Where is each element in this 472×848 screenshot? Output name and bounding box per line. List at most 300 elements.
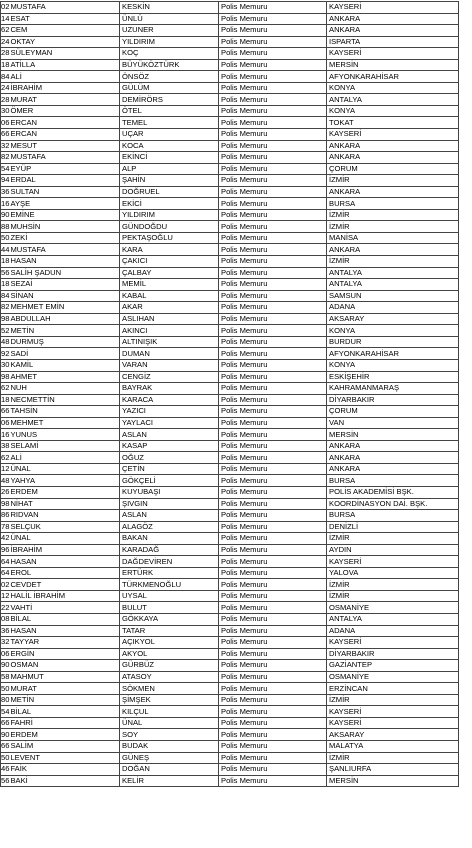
name-cell	[1, 637, 120, 649]
table-row	[1, 267, 459, 279]
title-cell: Polis Memuru	[219, 117, 327, 129]
table-row	[1, 25, 459, 37]
city-cell: DENİZLİ	[327, 521, 459, 533]
surname-cell: ÜNAL	[120, 717, 219, 729]
name-cell	[1, 579, 120, 591]
first-name: TAHSİN	[10, 406, 38, 416]
surname-cell: BAYRAK	[120, 383, 219, 395]
table-row	[1, 221, 459, 233]
first-name: BİLAL	[10, 706, 32, 716]
table-row	[1, 706, 459, 718]
record-number: 48	[1, 337, 10, 347]
first-name: İBRAHİM	[10, 544, 43, 554]
table-row	[1, 752, 459, 764]
name-cell	[1, 25, 120, 37]
name-cell	[1, 706, 120, 718]
table-row	[1, 406, 459, 418]
title-cell: Polis Memuru	[219, 671, 327, 683]
city-cell: İZMİR	[327, 221, 459, 233]
title-cell: Polis Memuru	[219, 71, 327, 83]
title-cell: Polis Memuru	[219, 2, 327, 14]
city-cell: MALATYA	[327, 741, 459, 753]
record-number: 98	[1, 371, 10, 381]
city-cell: KAYSERİ	[327, 2, 459, 14]
city-cell: KAYSERİ	[327, 48, 459, 60]
first-name: ÜNAL	[10, 533, 31, 543]
city-cell: DİYARBAKIR	[327, 648, 459, 660]
name-cell	[1, 48, 120, 60]
first-name: MAHMUT	[10, 671, 44, 681]
surname-cell: EKİNCİ	[120, 152, 219, 164]
surname-cell: KARACA	[120, 394, 219, 406]
surname-cell: ÜNLÜ	[120, 13, 219, 25]
record-number: 84	[1, 290, 10, 300]
title-cell: Polis Memuru	[219, 775, 327, 787]
record-number: 26	[1, 487, 10, 497]
first-name: SULTAN	[10, 187, 40, 197]
surname-cell: GÜNDOĞDU	[120, 221, 219, 233]
first-name: ERCAN	[10, 129, 38, 139]
surname-cell: GÜRBÜZ	[120, 660, 219, 672]
record-number: 90	[1, 660, 10, 670]
title-cell: Polis Memuru	[219, 406, 327, 418]
first-name: SELÇUK	[10, 521, 41, 531]
record-number: 64	[1, 556, 10, 566]
table-row	[1, 2, 459, 14]
city-cell: ANKARA	[327, 244, 459, 256]
record-number: 06	[1, 648, 10, 658]
first-name: YAHYA	[10, 475, 36, 485]
title-cell: Polis Memuru	[219, 371, 327, 383]
title-cell: Polis Memuru	[219, 729, 327, 741]
city-cell: ÇORUM	[327, 163, 459, 175]
title-cell: Polis Memuru	[219, 221, 327, 233]
city-cell: MERSİN	[327, 429, 459, 441]
record-number: 98	[1, 314, 10, 324]
name-cell	[1, 232, 120, 244]
surname-cell: DEMİRÖRS	[120, 94, 219, 106]
city-cell: AKSARAY	[327, 313, 459, 325]
table-row	[1, 48, 459, 60]
first-name: METİN	[10, 695, 35, 705]
table-row	[1, 452, 459, 464]
name-cell	[1, 105, 120, 117]
city-cell: ANTALYA	[327, 279, 459, 291]
city-cell: ANKARA	[327, 463, 459, 475]
record-number: 12	[1, 591, 10, 601]
title-cell: Polis Memuru	[219, 452, 327, 464]
title-cell: Polis Memuru	[219, 394, 327, 406]
name-cell	[1, 13, 120, 25]
name-cell	[1, 452, 120, 464]
title-cell: Polis Memuru	[219, 256, 327, 268]
name-cell	[1, 440, 120, 452]
city-cell: BURSA	[327, 198, 459, 210]
city-cell: İZMİR	[327, 579, 459, 591]
surname-cell: KUYUBAŞI	[120, 486, 219, 498]
surname-cell: VARAN	[120, 359, 219, 371]
name-cell	[1, 82, 120, 94]
name-cell	[1, 371, 120, 383]
title-cell: Polis Memuru	[219, 232, 327, 244]
city-cell: MANİSA	[327, 232, 459, 244]
table-row	[1, 764, 459, 776]
surname-cell: KOCA	[120, 140, 219, 152]
record-number: 16	[1, 198, 10, 208]
table-row	[1, 671, 459, 683]
first-name: HASAN	[10, 256, 37, 266]
record-number: 56	[1, 267, 10, 277]
surname-cell: GÜLÜM	[120, 82, 219, 94]
title-cell: Polis Memuru	[219, 533, 327, 545]
record-number: 82	[1, 152, 10, 162]
title-cell: Polis Memuru	[219, 175, 327, 187]
first-name: MUSTAFA	[10, 244, 46, 254]
title-cell: Polis Memuru	[219, 486, 327, 498]
surname-cell: ASLAN	[120, 429, 219, 441]
city-cell: ANKARA	[327, 25, 459, 37]
surname-cell: ÇETİN	[120, 463, 219, 475]
surname-cell: OĞUZ	[120, 452, 219, 464]
surname-cell: AKAR	[120, 302, 219, 314]
record-number: 84	[1, 71, 10, 81]
record-number: 78	[1, 521, 10, 531]
first-name: MURAT	[10, 94, 37, 104]
surname-cell: ÇAKICI	[120, 256, 219, 268]
city-cell: BURDUR	[327, 336, 459, 348]
title-cell: Polis Memuru	[219, 186, 327, 198]
city-cell: ADANA	[327, 302, 459, 314]
city-cell: ISPARTA	[327, 36, 459, 48]
first-name: ÖMER	[10, 106, 34, 116]
surname-cell: YILDIRIM	[120, 36, 219, 48]
name-cell	[1, 244, 120, 256]
surname-cell: AKINCI	[120, 325, 219, 337]
city-cell: OSMANİYE	[327, 671, 459, 683]
first-name: SEZAİ	[10, 279, 33, 289]
surname-cell: ERTÜRK	[120, 567, 219, 579]
first-name: MUSTAFA	[10, 152, 46, 162]
name-cell	[1, 671, 120, 683]
title-cell: Polis Memuru	[219, 590, 327, 602]
city-cell: ERZİNCAN	[327, 683, 459, 695]
surname-cell: DUMAN	[120, 348, 219, 360]
city-cell: KAYSERİ	[327, 717, 459, 729]
first-name: DURMUŞ	[10, 337, 44, 347]
first-name: ERDEM	[10, 729, 38, 739]
record-number: 08	[1, 614, 10, 624]
table-row	[1, 163, 459, 175]
surname-cell: BÜYÜKÖZTÜRK	[120, 59, 219, 71]
record-number: 52	[1, 325, 10, 335]
table-row	[1, 325, 459, 337]
title-cell: Polis Memuru	[219, 94, 327, 106]
record-number: 90	[1, 210, 10, 220]
table-row	[1, 336, 459, 348]
city-cell: ÇORUM	[327, 406, 459, 418]
name-cell	[1, 475, 120, 487]
record-number: 42	[1, 533, 10, 543]
surname-cell: MEMİL	[120, 279, 219, 291]
table-row	[1, 741, 459, 753]
surname-cell: PEKTAŞOĞLU	[120, 232, 219, 244]
title-cell: Polis Memuru	[219, 267, 327, 279]
first-name: VAHTİ	[10, 602, 33, 612]
first-name: HALİL İBRAHİM	[10, 591, 66, 601]
surname-cell: YAZICI	[120, 406, 219, 418]
surname-cell: BUDAK	[120, 741, 219, 753]
first-name: OSMAN	[10, 660, 39, 670]
title-cell: Polis Memuru	[219, 602, 327, 614]
name-cell	[1, 429, 120, 441]
city-cell: ANKARA	[327, 13, 459, 25]
table-row	[1, 198, 459, 210]
surname-cell: ŞAHİN	[120, 175, 219, 187]
title-cell: Polis Memuru	[219, 13, 327, 25]
name-cell	[1, 556, 120, 568]
table-row	[1, 602, 459, 614]
name-cell	[1, 394, 120, 406]
city-cell: OSMANİYE	[327, 602, 459, 614]
first-name: HASAN	[10, 625, 37, 635]
city-cell: KOORDİNASYON DAİ. BŞK.	[327, 498, 459, 510]
title-cell: Polis Memuru	[219, 660, 327, 672]
first-name: ALİ	[10, 452, 22, 462]
table-row	[1, 590, 459, 602]
record-number: 66	[1, 718, 10, 728]
surname-cell: DOĞAN	[120, 764, 219, 776]
name-cell	[1, 290, 120, 302]
title-cell: Polis Memuru	[219, 613, 327, 625]
city-cell: İZMİR	[327, 694, 459, 706]
name-cell	[1, 510, 120, 522]
surname-cell: KOÇ	[120, 48, 219, 60]
city-cell: KAYSERİ	[327, 556, 459, 568]
table-row	[1, 244, 459, 256]
name-cell	[1, 590, 120, 602]
surname-cell: ASLIHAN	[120, 313, 219, 325]
title-cell: Polis Memuru	[219, 290, 327, 302]
table-row	[1, 556, 459, 568]
table-row	[1, 82, 459, 94]
record-number: 50	[1, 233, 10, 243]
table-row	[1, 648, 459, 660]
surname-cell: ÖNSÖZ	[120, 71, 219, 83]
surname-cell: ŞIVGIN	[120, 498, 219, 510]
table-row	[1, 209, 459, 221]
name-cell	[1, 256, 120, 268]
first-name: EROL	[10, 568, 32, 578]
name-cell	[1, 175, 120, 187]
title-cell: Polis Memuru	[219, 82, 327, 94]
title-cell: Polis Memuru	[219, 279, 327, 291]
city-cell: ADANA	[327, 625, 459, 637]
surname-cell: KARA	[120, 244, 219, 256]
city-cell: ANTALYA	[327, 94, 459, 106]
first-name: METİN	[10, 325, 35, 335]
city-cell: İZMİR	[327, 533, 459, 545]
first-name: MEHMET	[10, 417, 44, 427]
name-cell	[1, 302, 120, 314]
title-cell: Polis Memuru	[219, 325, 327, 337]
table-row	[1, 348, 459, 360]
table-row	[1, 140, 459, 152]
name-cell	[1, 417, 120, 429]
record-number: 66	[1, 129, 10, 139]
table-row	[1, 579, 459, 591]
record-number: 12	[1, 464, 10, 474]
title-cell: Polis Memuru	[219, 152, 327, 164]
title-cell: Polis Memuru	[219, 129, 327, 141]
table-row	[1, 510, 459, 522]
name-cell	[1, 2, 120, 14]
name-cell	[1, 198, 120, 210]
surname-cell: ÇALBAY	[120, 267, 219, 279]
first-name: ERCAN	[10, 117, 38, 127]
city-cell: KONYA	[327, 359, 459, 371]
surname-cell: ASLAN	[120, 510, 219, 522]
table-row	[1, 440, 459, 452]
record-number: 14	[1, 13, 10, 23]
name-cell	[1, 348, 120, 360]
table-row	[1, 256, 459, 268]
name-cell	[1, 336, 120, 348]
city-cell: KONYA	[327, 82, 459, 94]
city-cell: KAYSERİ	[327, 706, 459, 718]
surname-cell: SÖKMEN	[120, 683, 219, 695]
record-number: 32	[1, 140, 10, 150]
first-name: EMİNE	[10, 210, 35, 220]
title-cell: Polis Memuru	[219, 683, 327, 695]
city-cell: İZMİR	[327, 175, 459, 187]
surname-cell: KASAP	[120, 440, 219, 452]
table-row	[1, 775, 459, 787]
record-number: 02	[1, 579, 10, 589]
city-cell: İZMİR	[327, 209, 459, 221]
city-cell: POLİS AKADEMİSİ BŞK.	[327, 486, 459, 498]
name-cell	[1, 486, 120, 498]
table-row	[1, 232, 459, 244]
surname-cell: KARADAĞ	[120, 544, 219, 556]
personnel-table	[0, 1, 459, 787]
city-cell: KONYA	[327, 105, 459, 117]
city-cell: DİYARBAKIR	[327, 394, 459, 406]
title-cell: Polis Memuru	[219, 163, 327, 175]
record-number: 32	[1, 637, 10, 647]
record-number: 64	[1, 568, 10, 578]
city-cell: MERSİN	[327, 775, 459, 787]
surname-cell: BULUT	[120, 602, 219, 614]
first-name: BİLAL	[10, 614, 32, 624]
title-cell: Polis Memuru	[219, 336, 327, 348]
first-name: KAMİL	[10, 360, 34, 370]
title-cell: Polis Memuru	[219, 741, 327, 753]
city-cell: KAHRAMANMARAŞ	[327, 383, 459, 395]
city-cell: ANKARA	[327, 186, 459, 198]
name-cell	[1, 648, 120, 660]
surname-cell: DOĞRUEL	[120, 186, 219, 198]
first-name: BAKİ	[10, 775, 28, 785]
table-row	[1, 475, 459, 487]
city-cell: İZMİR	[327, 590, 459, 602]
surname-cell: ATASOY	[120, 671, 219, 683]
table-row	[1, 717, 459, 729]
title-cell: Polis Memuru	[219, 140, 327, 152]
record-number: 54	[1, 163, 10, 173]
first-name: AHMET	[10, 371, 38, 381]
table-row	[1, 637, 459, 649]
first-name: MEHMET EMİN	[10, 302, 65, 312]
first-name: FAİK	[10, 764, 27, 774]
table-row	[1, 567, 459, 579]
table-row	[1, 302, 459, 314]
first-name: SALİM	[10, 741, 34, 751]
personnel-list-sheet	[0, 1, 458, 787]
table-row	[1, 498, 459, 510]
first-name: SALİH ŞADUN	[10, 267, 62, 277]
table-row	[1, 105, 459, 117]
surname-cell: SOY	[120, 729, 219, 741]
record-number: 92	[1, 348, 10, 358]
surname-cell: AKYOL	[120, 648, 219, 660]
name-cell	[1, 521, 120, 533]
city-cell: ŞANLIURFA	[327, 764, 459, 776]
title-cell: Polis Memuru	[219, 429, 327, 441]
name-cell	[1, 764, 120, 776]
city-cell: AYDIN	[327, 544, 459, 556]
record-number: 90	[1, 729, 10, 739]
first-name: LEVENT	[10, 752, 40, 762]
record-number: 56	[1, 775, 10, 785]
table-row	[1, 394, 459, 406]
name-cell	[1, 694, 120, 706]
record-number: 06	[1, 117, 10, 127]
table-row	[1, 152, 459, 164]
first-name: EYÜP	[10, 163, 32, 173]
name-cell	[1, 533, 120, 545]
name-cell	[1, 279, 120, 291]
city-cell: ANTALYA	[327, 613, 459, 625]
record-number: 28	[1, 94, 10, 104]
city-cell: ANKARA	[327, 152, 459, 164]
city-cell: KAYSERİ	[327, 637, 459, 649]
name-cell	[1, 717, 120, 729]
table-row	[1, 544, 459, 556]
first-name: ABDULLAH	[10, 314, 51, 324]
surname-cell: GÜNEŞ	[120, 752, 219, 764]
record-number: 62	[1, 383, 10, 393]
city-cell: ANTALYA	[327, 267, 459, 279]
surname-cell: YAYLACI	[120, 417, 219, 429]
city-cell: GAZİANTEP	[327, 660, 459, 672]
city-cell: AFYONKARAHİSAR	[327, 71, 459, 83]
table-row	[1, 683, 459, 695]
table-row	[1, 383, 459, 395]
record-number: 82	[1, 302, 10, 312]
first-name: SÜLEYMAN	[10, 48, 53, 58]
surname-cell: GÖKÇELİ	[120, 475, 219, 487]
record-number: 50	[1, 752, 10, 762]
table-row	[1, 36, 459, 48]
name-cell	[1, 267, 120, 279]
record-number: 18	[1, 279, 10, 289]
name-cell	[1, 163, 120, 175]
table-row	[1, 117, 459, 129]
title-cell: Polis Memuru	[219, 59, 327, 71]
title-cell: Polis Memuru	[219, 694, 327, 706]
record-number: 02	[1, 2, 10, 12]
surname-cell: YILDIRIM	[120, 209, 219, 221]
